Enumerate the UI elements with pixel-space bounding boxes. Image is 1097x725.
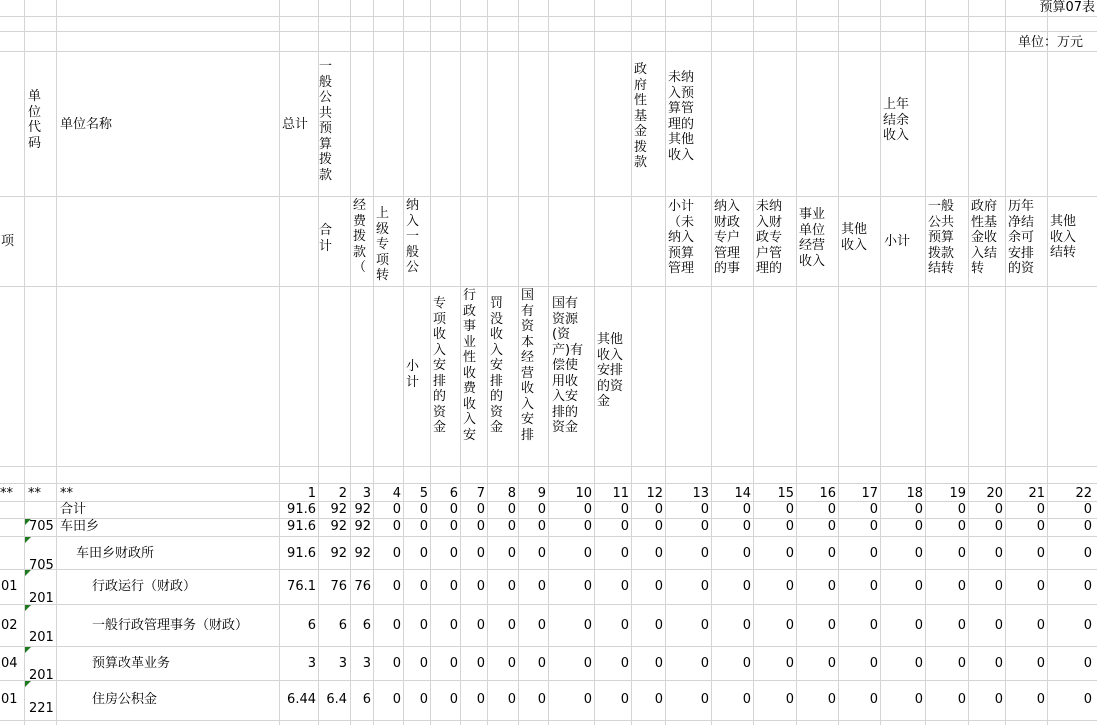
table-cell: 0	[914, 519, 923, 534]
index-xiang: **	[0, 486, 13, 501]
table-cell: 0	[392, 656, 401, 671]
table-cell: 0	[742, 579, 751, 594]
index-code: **	[28, 486, 41, 501]
grid-line	[968, 0, 969, 725]
index-cell: 22	[1075, 486, 1092, 501]
grid-line	[460, 0, 461, 725]
table-cell: 0	[620, 519, 629, 534]
row-name: 合计	[60, 502, 87, 517]
grid-line	[925, 0, 926, 725]
grid-line	[631, 0, 632, 725]
table-cell: 0	[957, 502, 966, 517]
row-code: 705	[29, 558, 54, 573]
row-name: 车田乡财政所	[76, 546, 155, 561]
table-cell: 0	[1036, 519, 1045, 534]
index-cell: 8	[507, 486, 516, 501]
table-cell: 0	[1083, 579, 1092, 594]
table-cell: 0	[785, 656, 794, 671]
table-cell: 0	[507, 618, 516, 633]
index-cell: 21	[1028, 486, 1045, 501]
table-cell: 0	[869, 546, 878, 561]
row-xiang: 01	[1, 579, 18, 594]
table-cell: 0	[785, 579, 794, 594]
table-cell: 0	[419, 656, 428, 671]
table-cell: 0	[392, 579, 401, 594]
grid-line	[0, 604, 1097, 605]
row-xiang: 01	[1, 692, 18, 707]
table-cell: 0	[869, 618, 878, 633]
row-name: 车田乡	[60, 519, 100, 534]
table-cell: 0	[419, 579, 428, 594]
table-cell: 0	[583, 692, 592, 707]
grid-line	[1047, 0, 1048, 725]
table-cell: 0	[654, 656, 663, 671]
table-cell: 0	[785, 502, 794, 517]
index-cell: 3	[362, 486, 371, 501]
table-cell: 92	[354, 519, 371, 534]
table-cell: 6	[307, 618, 316, 633]
header-not-in-fiscal: 未纳入财政专户管理的	[756, 199, 783, 276]
row-code: 201	[29, 668, 54, 683]
row-name: 一般行政管理事务（财政）	[92, 618, 249, 633]
table-cell: 0	[994, 579, 1003, 594]
table-cell: 0	[620, 546, 629, 561]
index-cell: 7	[476, 486, 485, 501]
table-cell: 0	[957, 519, 966, 534]
table-cell: 91.6	[287, 546, 316, 561]
row-code: 705	[29, 519, 54, 534]
table-cell: 0	[537, 692, 546, 707]
header-xiaoji: 小计	[406, 359, 420, 390]
table-cell: 0	[449, 502, 458, 517]
table-cell: 0	[994, 656, 1003, 671]
row-xiang: 04	[1, 656, 18, 671]
table-cell: 0	[742, 502, 751, 517]
table-cell: 0	[785, 519, 794, 534]
table-cell: 0	[537, 502, 546, 517]
grid-line	[0, 466, 1097, 467]
table-cell: 0	[869, 502, 878, 517]
table-cell: 0	[654, 579, 663, 594]
table-cell: 0	[742, 546, 751, 561]
table-cell: 91.6	[287, 519, 316, 534]
table-cell: 0	[476, 692, 485, 707]
header-unit-name: 单位名称	[60, 117, 113, 132]
index-cell: 12	[646, 486, 663, 501]
table-cell: 91.6	[287, 502, 316, 517]
grid-line	[594, 0, 595, 725]
table-cell: 0	[914, 618, 923, 633]
table-cell: 0	[785, 692, 794, 707]
table-cell: 6	[362, 692, 371, 707]
table-cell: 0	[700, 579, 709, 594]
table-cell: 0	[449, 519, 458, 534]
grid-line	[880, 0, 881, 725]
table-cell: 92	[354, 546, 371, 561]
grid-line	[403, 0, 404, 725]
table-cell: 0	[537, 579, 546, 594]
header-other-carry: 其他收入结转	[1050, 214, 1077, 260]
table-cell: 0	[994, 618, 1003, 633]
index-name: **	[60, 486, 73, 501]
table-cell: 6.4	[326, 692, 347, 707]
table-cell: 0	[1036, 579, 1045, 594]
table-cell: 0	[1036, 618, 1045, 633]
table-cell: 0	[654, 502, 663, 517]
header-other-arrange: 其他收入安排的资金	[597, 332, 624, 409]
table-cell: 0	[419, 502, 428, 517]
grid-line	[518, 0, 519, 725]
header-prior-balance: 上年结余收入	[883, 97, 910, 143]
table-cell: 0	[654, 618, 663, 633]
table-cell: 0	[700, 519, 709, 534]
table-cell: 0	[742, 519, 751, 534]
grid-line	[56, 0, 57, 725]
table-cell: 0	[742, 656, 751, 671]
table-cell: 0	[537, 546, 546, 561]
table-cell: 0	[994, 692, 1003, 707]
header-state-resource: 国有资源(资产)有偿使用收入安排的资金	[552, 296, 584, 435]
grid-line	[753, 0, 754, 725]
table-cell: 92	[330, 502, 347, 517]
table-cell: 0	[476, 618, 485, 633]
index-cell: 19	[949, 486, 966, 501]
cell-comment-marker	[25, 519, 31, 525]
table-cell: 0	[507, 502, 516, 517]
index-cell: 14	[734, 486, 751, 501]
table-cell: 0	[785, 618, 794, 633]
table-cell: 0	[392, 546, 401, 561]
table-cell: 0	[620, 692, 629, 707]
table-cell: 0	[1083, 692, 1092, 707]
header-total: 总计	[282, 117, 309, 132]
table-cell: 0	[827, 502, 836, 517]
index-cell: 17	[861, 486, 878, 501]
row-name: 行政运行（财政）	[92, 579, 197, 594]
table-cell: 0	[392, 502, 401, 517]
table-cell: 0	[785, 546, 794, 561]
header-into-general: 纳入一般公	[406, 198, 420, 275]
table-cell: 0	[1083, 618, 1092, 633]
row-name: 住房公积金	[92, 692, 158, 707]
table-cell: 0	[507, 519, 516, 534]
index-cell: 20	[986, 486, 1003, 501]
table-cell: 0	[449, 656, 458, 671]
table-cell: 6	[338, 618, 347, 633]
table-cell: 3	[362, 656, 371, 671]
index-cell: 6	[449, 486, 458, 501]
index-cell: 5	[419, 486, 428, 501]
table-cell: 0	[742, 692, 751, 707]
grid-line	[0, 31, 1097, 32]
table-cell: 0	[419, 618, 428, 633]
table-cell: 0	[914, 579, 923, 594]
table-cell: 0	[392, 519, 401, 534]
header-general-budget: 一般公共预算拨款	[319, 59, 333, 183]
grid-line	[24, 0, 25, 725]
table-cell: 0	[1083, 519, 1092, 534]
table-cell: 0	[1083, 546, 1092, 561]
unit-label: 单位：万元	[1017, 35, 1083, 50]
table-cell: 0	[537, 519, 546, 534]
row-code: 201	[29, 591, 54, 606]
table-cell: 0	[957, 656, 966, 671]
table-cell: 0	[994, 519, 1003, 534]
table-cell: 76.1	[287, 579, 316, 594]
grid-line	[279, 0, 280, 725]
grid-line	[548, 0, 549, 725]
header-funding: 经费拨款（	[353, 198, 367, 275]
header-other-income: 其他收入	[841, 222, 868, 253]
grid-line	[796, 0, 797, 725]
row-code: 221	[29, 701, 54, 716]
table-cell: 0	[1036, 692, 1045, 707]
table-cell: 0	[994, 546, 1003, 561]
table-cell: 92	[354, 502, 371, 517]
table-cell: 0	[827, 618, 836, 633]
table-cell: 0	[449, 618, 458, 633]
header-sub-total: 合计	[319, 223, 333, 254]
table-cell: 0	[476, 502, 485, 517]
table-cell: 0	[827, 519, 836, 534]
index-cell: 4	[392, 486, 401, 501]
table-cell: 0	[700, 546, 709, 561]
table-cell: 6	[362, 618, 371, 633]
table-cell: 0	[914, 656, 923, 671]
header-gen-carry: 一般公共预算拨款结转	[928, 199, 955, 276]
row-name: 预算改革业务	[92, 656, 171, 671]
table-cell: 0	[654, 692, 663, 707]
table-cell: 0	[700, 656, 709, 671]
header-biz-income: 事业单位经营收入	[799, 207, 826, 269]
grid-line	[0, 16, 1097, 17]
table-cell: 0	[827, 546, 836, 561]
grid-line	[0, 720, 1097, 721]
grid-line	[0, 483, 1097, 484]
cell-comment-marker	[25, 647, 31, 653]
table-cell: 92	[330, 519, 347, 534]
row-xiang: 02	[1, 618, 18, 633]
table-cell: 0	[914, 692, 923, 707]
grid-line	[0, 196, 1097, 197]
index-cell: 10	[575, 486, 592, 501]
index-cell: 16	[819, 486, 836, 501]
table-cell: 0	[583, 618, 592, 633]
table-cell: 0	[827, 579, 836, 594]
table-cell: 0	[392, 618, 401, 633]
table-cell: 0	[507, 656, 516, 671]
header-xiang: 项	[1, 234, 15, 249]
header-state-capital: 国有资本经营收入安排	[521, 288, 535, 443]
index-cell: 15	[777, 486, 794, 501]
table-cell: 0	[742, 618, 751, 633]
table-cell: 0	[654, 519, 663, 534]
index-cell: 2	[338, 486, 347, 501]
table-cell: 0	[957, 618, 966, 633]
table-cell: 0	[449, 579, 458, 594]
table-cell: 92	[330, 546, 347, 561]
table-cell: 0	[700, 502, 709, 517]
table-cell: 0	[419, 519, 428, 534]
table-cell: 0	[869, 692, 878, 707]
table-cell: 0	[1083, 656, 1092, 671]
table-cell: 0	[392, 692, 401, 707]
table-cell: 0	[827, 692, 836, 707]
table-cell: 0	[476, 656, 485, 671]
grid-line	[0, 286, 1097, 287]
grid-line	[0, 536, 1097, 537]
grid-line	[350, 0, 351, 725]
cell-comment-marker	[25, 681, 31, 687]
cell-comment-marker	[25, 570, 31, 576]
header-special-income: 专项收入安排的资金	[433, 296, 447, 435]
table-cell: 0	[583, 579, 592, 594]
table-cell: 0	[476, 546, 485, 561]
table-cell: 0	[620, 618, 629, 633]
table-cell: 3	[307, 656, 316, 671]
grid-line	[0, 646, 1097, 647]
table-cell: 0	[957, 579, 966, 594]
index-cell: 18	[906, 486, 923, 501]
grid-line	[838, 0, 839, 725]
table-cell: 0	[476, 519, 485, 534]
header-gov-carry: 政府性基金收入结转	[971, 199, 998, 276]
index-cell: 1	[307, 486, 316, 501]
header-prior-sub: 小计	[884, 234, 911, 249]
table-cell: 0	[869, 519, 878, 534]
cell-comment-marker	[25, 605, 31, 611]
table-cell: 0	[827, 656, 836, 671]
index-cell: 11	[612, 486, 629, 501]
table-cell: 0	[507, 546, 516, 561]
grid-line	[1005, 0, 1006, 725]
table-cell: 0	[1036, 546, 1045, 561]
header-gov-fund: 政府性基金拨款	[634, 62, 648, 170]
grid-line	[711, 0, 712, 725]
table-cell: 0	[449, 692, 458, 707]
table-cell: 76	[354, 579, 371, 594]
table-cell: 0	[654, 546, 663, 561]
grid-line	[0, 51, 1097, 52]
table-cell: 0	[583, 656, 592, 671]
table-cell: 0	[449, 546, 458, 561]
table-cell: 0	[994, 502, 1003, 517]
table-cell: 0	[1036, 656, 1045, 671]
form-code: 预算07表	[1039, 0, 1095, 15]
table-cell: 0	[700, 692, 709, 707]
table-cell: 0	[620, 502, 629, 517]
table-cell: 0	[419, 546, 428, 561]
index-cell: 13	[692, 486, 709, 501]
table-cell: 0	[620, 656, 629, 671]
table-cell: 0	[869, 656, 878, 671]
header-admin-fees: 行政事业性收费收入安	[463, 288, 477, 443]
grid-line	[0, 569, 1097, 570]
table-cell: 0	[914, 546, 923, 561]
table-cell: 0	[914, 502, 923, 517]
row-code: 201	[29, 630, 54, 645]
table-cell: 0	[583, 519, 592, 534]
header-hist-balance: 历年净结余可安排的资	[1008, 199, 1035, 276]
table-cell: 0	[957, 546, 966, 561]
grid-line	[487, 0, 488, 725]
table-cell: 0	[957, 692, 966, 707]
table-cell: 0	[419, 692, 428, 707]
table-cell: 76	[330, 579, 347, 594]
table-cell: 0	[537, 618, 546, 633]
grid-line	[0, 680, 1097, 681]
header-unit-code: 单位代码	[28, 89, 42, 151]
grid-line	[430, 0, 431, 725]
table-cell: 0	[869, 579, 878, 594]
header-not-in-budget: 未纳入预算管理的其他收入	[668, 70, 695, 163]
table-cell: 3	[338, 656, 347, 671]
table-cell: 0	[507, 579, 516, 594]
header-sub-not-in: 小计（未纳入预算管理	[668, 199, 695, 276]
header-fines: 罚没收入安排的资金	[490, 296, 504, 435]
table-cell: 6.44	[287, 692, 316, 707]
table-cell: 0	[507, 692, 516, 707]
table-cell: 0	[476, 579, 485, 594]
header-in-fiscal: 纳入财政专户管理的事	[714, 199, 741, 276]
header-upper-special: 上级专项转	[376, 206, 390, 283]
cell-comment-marker	[25, 537, 31, 543]
table-cell: 0	[583, 502, 592, 517]
table-cell: 0	[620, 579, 629, 594]
index-cell: 9	[537, 486, 546, 501]
grid-line	[665, 0, 666, 725]
table-cell: 0	[1083, 502, 1092, 517]
table-cell: 0	[700, 618, 709, 633]
table-cell: 0	[1036, 502, 1045, 517]
table-cell: 0	[583, 546, 592, 561]
table-cell: 0	[537, 656, 546, 671]
grid-line	[373, 0, 374, 725]
